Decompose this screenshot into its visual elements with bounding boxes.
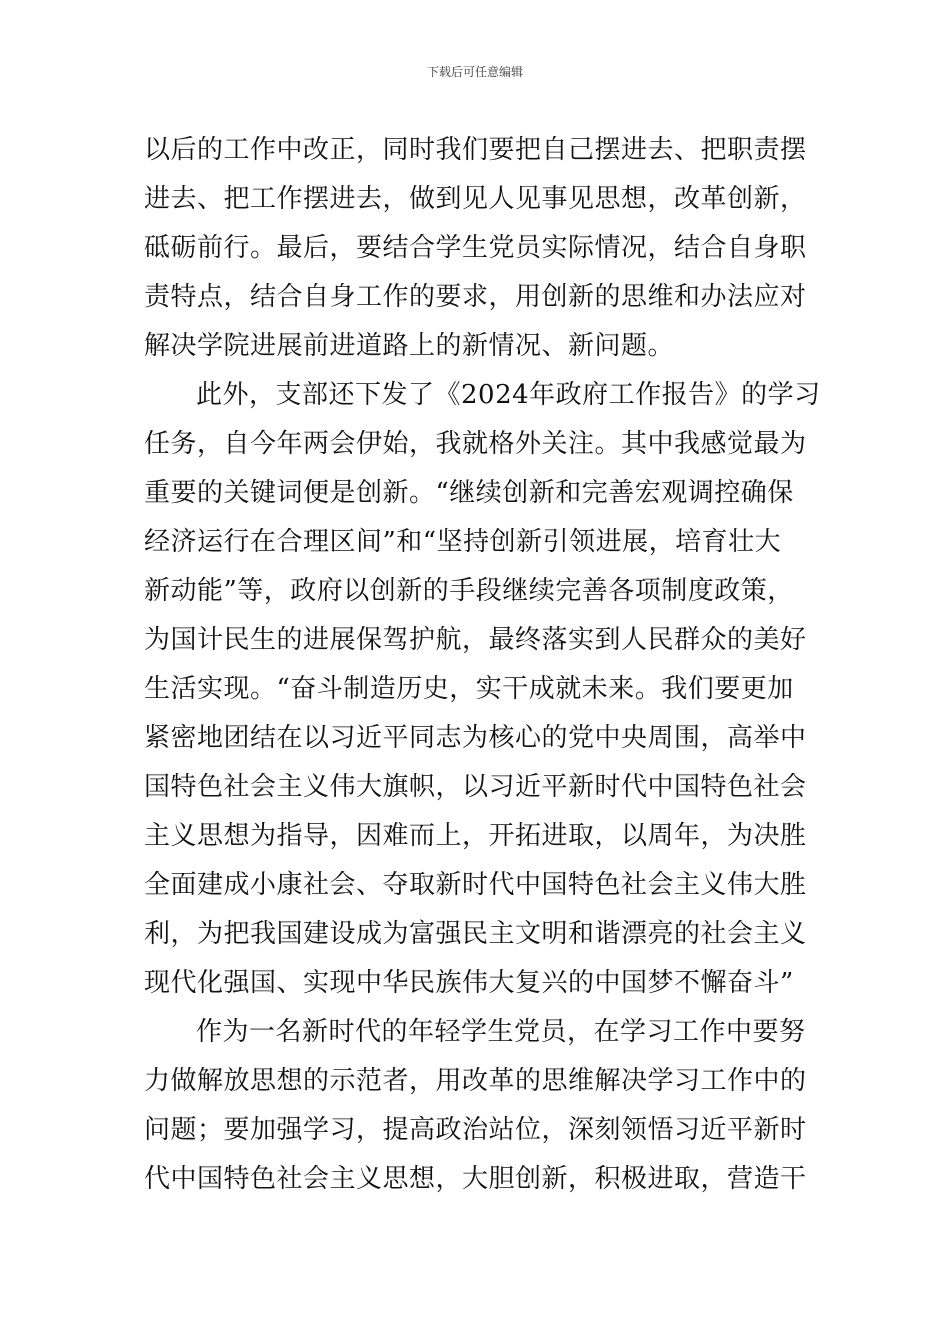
text-line: 问题；要加强学习，提高政治站位，深刻领悟习近平新时 (144, 1115, 807, 1145)
text-line: 解决学院进展前进道路上的新情况、新问题。 (144, 331, 675, 361)
text-line: 代中国特色社会主义思想，大胆创新，积极进取，营造干 (144, 1164, 807, 1194)
text-line: 紧密地团结在以习近平同志为核心的党中央周围，高举中 (144, 723, 807, 753)
text-line: 利，为把我国建设成为富强民主文明和谐漂亮的社会主义 (144, 919, 807, 949)
text-line: 新动能”等，政府以创新的手段继续完善各项制度政策， (144, 576, 794, 606)
page-header: 下载后可任意编辑 (426, 65, 523, 79)
paragraph-2 (144, 371, 821, 1008)
text-line: 进去、把工作摆进去，做到见人见事见思想，改革创新， (144, 184, 807, 214)
text-line: 现代化强国、实现中华民族伟大复兴的中国梦不懈奋斗” (144, 968, 794, 998)
text-line: 经济运行在合理区间”和“坚持创新引领进展，培育壮大 (144, 527, 782, 557)
text-line: 砥砺前行。最后，要结合学生党员实际情况，结合自身职 (144, 233, 807, 263)
text-line: 生活实现。“奋斗制造历史，实干成就未来。我们要更加 (144, 674, 794, 704)
text-line: 作为一名新时代的年轻学生党员，在学习工作中要努 (196, 1017, 806, 1047)
text-line: 主义思想为指导，因难而上，开拓进取，以周年，为决胜 (144, 821, 807, 851)
text-line: 此外，支部还下发了《2024年政府工作报告》的学习 (196, 380, 821, 410)
text-line: 任务，自今年两会伊始，我就格外关注。其中我感觉最为 (144, 429, 807, 459)
text-line: 全面建成小康社会、夺取新时代中国特色社会主义伟大胜 (144, 870, 807, 900)
text-line: 国特色社会主义伟大旗帜，以习近平新时代中国特色社会 (144, 772, 807, 802)
text-line: 力做解放思想的示范者，用改革的思维解决学习工作中的 (144, 1066, 807, 1096)
text-line: 责特点，结合自身工作的要求，用创新的思维和办法应对 (144, 282, 807, 312)
paragraph-1 (144, 126, 806, 371)
document-body (144, 126, 821, 1204)
text-line: 以后的工作中改正，同时我们要把自己摆进去、把职责摆 (144, 135, 807, 165)
text-line: 为国计民生的进展保驾护航，最终落实到人民群众的美好 (144, 625, 807, 655)
text-line: 重要的关键词便是创新。“继续创新和完善宏观调控确保 (144, 478, 794, 508)
paragraph-3 (144, 1008, 806, 1204)
